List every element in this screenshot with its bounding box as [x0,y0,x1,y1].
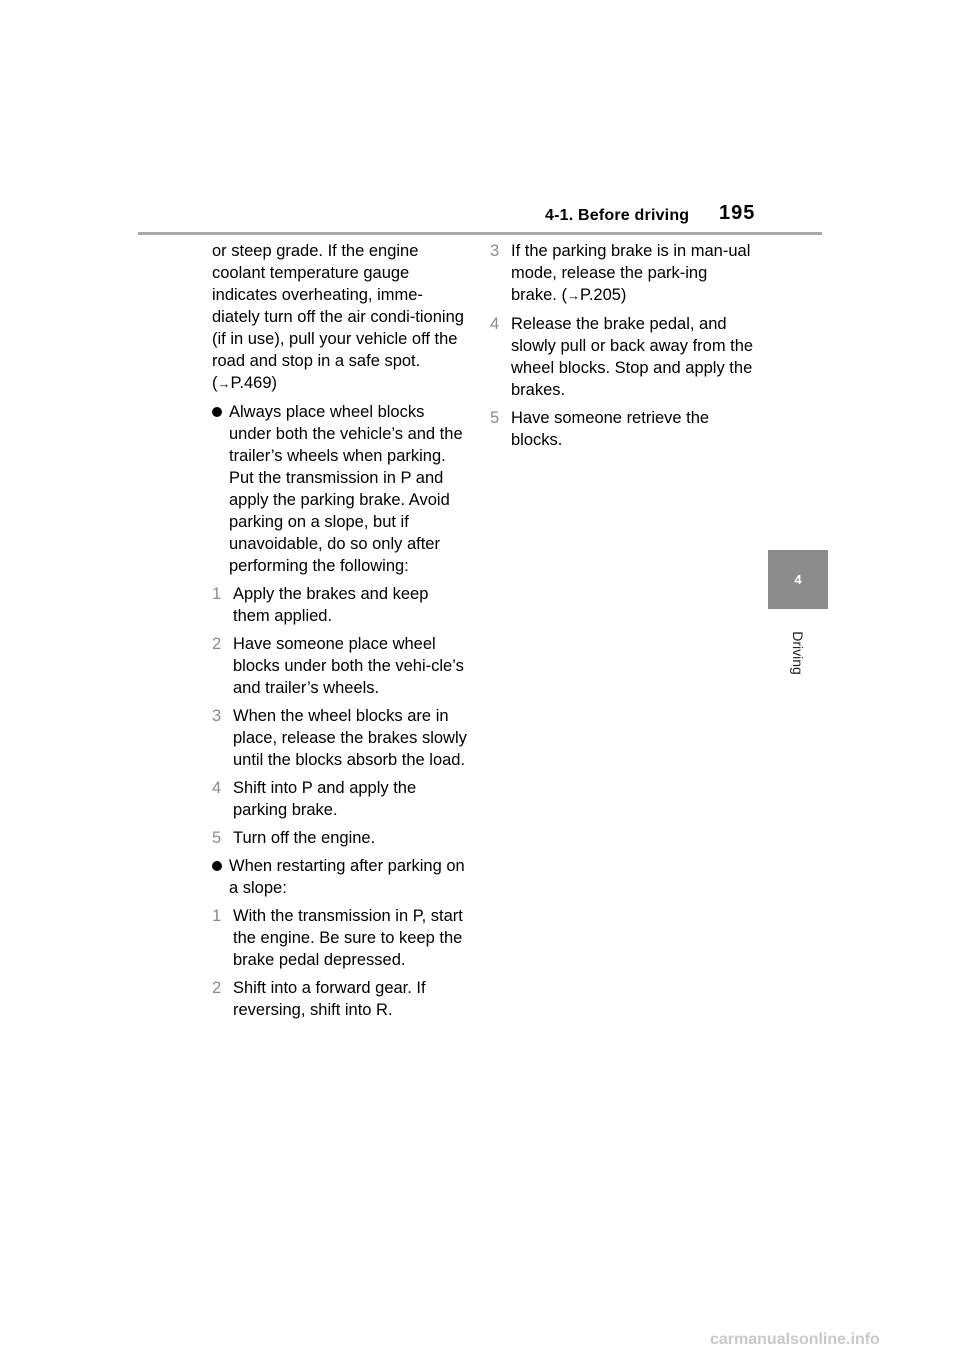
step-text: With the transmission in P, start the engine. Be sure to keep the brake pedal depressed. [233,907,463,969]
step-number: 3 [212,707,222,725]
step-item [212,827,467,849]
step-item [212,705,467,771]
step-number: 3 [490,242,500,260]
header-divider [138,232,822,235]
step-item [490,313,755,401]
step-number: 5 [490,409,500,427]
step-item [490,240,755,307]
step-number: 4 [212,779,222,797]
step-text: Turn off the engine. [233,829,376,847]
section-title: 4-1. Before driving [545,207,690,224]
bullet-icon [212,861,222,871]
step-item [212,633,467,699]
continued-paragraph [212,240,467,395]
step-number: 1 [212,585,222,603]
bullet-item-restarting [212,855,467,899]
step-item [490,407,755,451]
continued-text: or steep grade. If the engine coolant temperature gauge indicates overheating, imme-diately turn off the air condi-tioning (if in use), pull your vehicle off the road and stop in a safe spot. ( [212,242,464,392]
bullet-text: When restarting after parking on a slope: [229,857,465,897]
step-item [212,977,467,1021]
chapter-label: Driving [790,631,806,675]
chapter-tab [768,550,828,609]
step-item [212,777,467,821]
arrow-right-icon: → [566,288,580,303]
page-reference-link[interactable]: P.205) [579,286,627,304]
step-number: 2 [212,979,222,997]
page-reference-link[interactable]: P.469) [230,374,277,392]
step-text: Release the brake pedal, and slowly pull or back away from the wheel blocks. Stop and apply the brakes. [511,315,754,399]
right-column [490,240,755,457]
left-column [212,240,467,1027]
step-text: Shift into P and apply the parking brake. [233,779,417,819]
step-text: If the parking brake is in man-ual mode, release the park-ing brake. ( [511,242,751,304]
watermark: carmanualsonline.info [710,1331,880,1348]
step-number: 2 [212,635,222,653]
step-item [212,583,467,627]
step-text: Apply the brakes and keep them applied. [233,585,429,625]
step-item [212,905,467,971]
step-text: Have someone place wheel blocks under both the vehi-cle’s and trailer’s wheels. [233,635,464,697]
bullet-item-parking [212,401,467,577]
page-number: 195 [719,202,756,224]
step-text: When the wheel blocks are in place, release the brakes slowly until the blocks absorb the load. [233,707,467,769]
step-text: Have someone retrieve the blocks. [511,409,710,449]
step-number: 4 [490,315,500,333]
bullet-icon [212,407,222,417]
step-number: 5 [212,829,222,847]
step-text: Shift into a forward gear. If reversing, shift into R. [233,979,426,1019]
arrow-right-icon: → [217,376,231,391]
bullet-text: Always place wheel blocks under both the vehicle’s and the trailer’s wheels when parking. Put the transmission in P and apply the parking brake. Avoid parking on a slope, but if unavoidable, do so only after performing the following: [229,403,463,575]
step-number: 1 [212,907,222,925]
chapter-number: 4 [794,572,802,587]
